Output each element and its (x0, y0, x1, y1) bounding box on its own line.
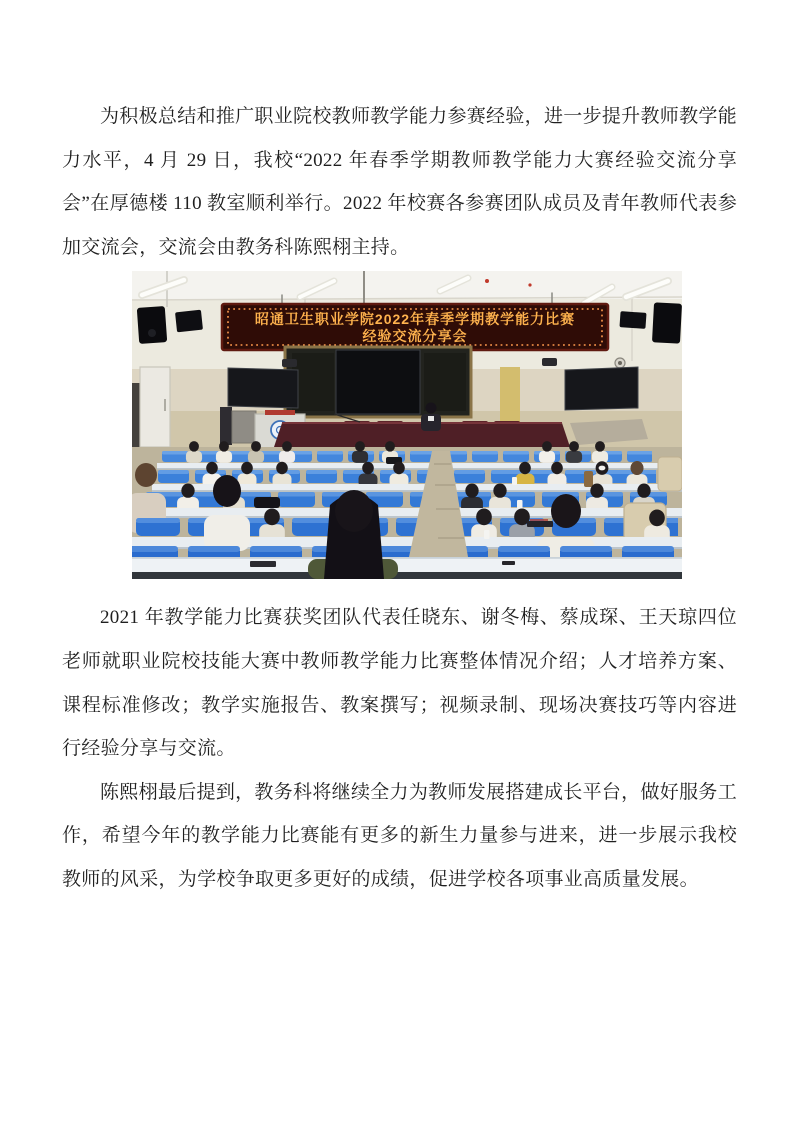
paragraph-3: 陈熙栩最后提到，教务科将继续全力为教师发展搭建成长平台，做好服务工作，希望今年的教学能力比赛能有更多的新生力量参与进来，进一步展示我校教师的风采，为学校争取更多更好的成绩，促进学校各项事业高质量发展。 (62, 781, 737, 890)
classroom-photo (132, 271, 682, 579)
banner-line-2: 经验交流分享会 (362, 328, 468, 345)
led-banner (222, 304, 608, 350)
paragraph-2: 2021 年教学能力比赛获奖团队代表任晓东、谢冬梅、蔡成琛、王天琼四位老师就职业院校技能大赛中教师教学能力比赛整体情况介绍；人才培养方案、课程标准修改；教学实施报告、教案撰写；视频录制、现场决赛技巧等内容进行经验分享与交流。 (62, 607, 737, 760)
event-photo (132, 271, 682, 579)
paragraph-1: 为积极总结和推广职业院校教师教学能力参赛经验，进一步提升教师教学能力水平，4 月 29 日，我校“2022 年春季学期教师教学能力大赛经验交流分享会”在厚德楼 110 教室顺利举行。2022 年校赛各参赛团队成员及青年教师代表参加交流会，交流会由教务科陈熙栩主持。 (62, 106, 737, 258)
banner-line-1: 昭通卫生职业学院2022年春季学期教学能力比赛 (254, 311, 576, 328)
